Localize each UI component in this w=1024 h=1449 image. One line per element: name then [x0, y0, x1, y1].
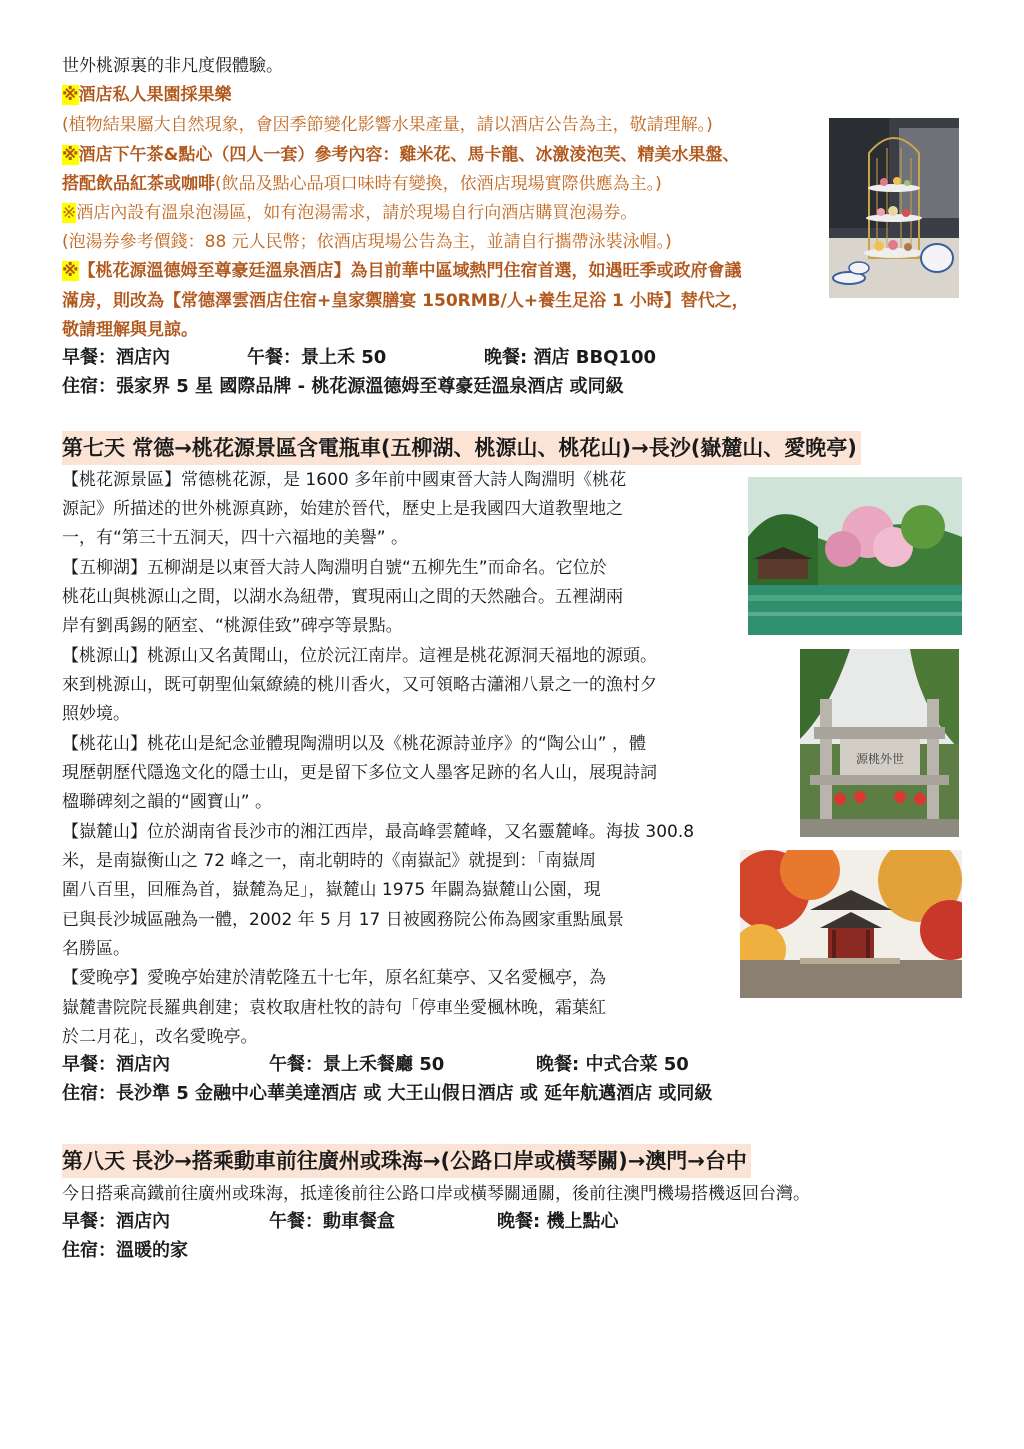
notice-line-2: 滿房，則改為【常德澤雲酒店住宿+皇家禦膳宴 150RMB/人+養生足浴 1 小時】替代之，	[62, 291, 749, 311]
gate-sign-text: 源桃外世	[855, 752, 905, 766]
day7-line: 【五柳湖】五柳湖是以東晉大詩人陶淵明自號“五柳先生”而命名。它位於	[62, 558, 607, 578]
day7-line: 圍八百里，回雁為首，嶽麓為足」，嶽麓山 1975 年闢為嶽麓山公園，現	[62, 880, 601, 900]
day7-line: 源記》所描述的世外桃源真跡，始建於晉代，歷史上是我國四大道教聖地之	[62, 499, 623, 519]
day7-line: 於二月花」，改名愛晚亭。	[62, 1027, 258, 1047]
intro-line: 世外桃源裏的非凡度假體驗。	[62, 56, 283, 76]
tea-text: 酒店下午茶&點心（四人一套）參考內容：雞米花、馬卡龍、冰激淩泡芙、精美水果盤、	[78, 145, 740, 165]
day7-dinner: 晚餐: 中式合菜 50	[536, 1054, 689, 1075]
spa-item	[62, 200, 637, 226]
note-mark: ※	[62, 145, 79, 165]
aiwan-pavilion-photo	[740, 850, 962, 998]
spa-note: (泡湯券參考價錢：88 元人民幣；依酒店現場公告為主，並請自行攜帶泳裝泳帽。)	[62, 232, 672, 252]
orchard-note: (植物結果屬大自然現象，會因季節變化影響水果產量，請以酒店公告為主，敬請理解。)	[62, 115, 713, 135]
day7-line: 【愛晚亭】愛晚亭始建於清乾隆五十七年，原名紅葉亭、又名愛楓亭，為	[62, 968, 606, 988]
day6-dinner: 晚餐: 酒店 BBQ100	[484, 347, 657, 368]
day7-line: 【桃花源景區】常德桃花源，是 1600 多年前中國東晉大詩人陶淵明《桃花	[62, 470, 627, 490]
day7-line: 【桃源山】桃源山又名黃聞山，位於沅江南岸。這裡是桃花源洞天福地的源頭。	[62, 646, 657, 666]
day7-lodging: 住宿：長沙準 5 金融中心華美達酒店 或 大王山假日酒店 或 延年航邁酒店 或同級	[62, 1083, 713, 1104]
day7-title: 第七天 常德→桃花源景區含電瓶車(五柳湖、桃源山、桃花山)→長沙(嶽麓山、愛晚亭)	[62, 431, 861, 465]
tea-drink: 搭配飲品紅茶或咖啡	[62, 174, 215, 194]
day7-line: 名勝區。	[62, 939, 130, 959]
day6-breakfast: 早餐：酒店內	[62, 347, 170, 368]
wuliu-lake-photo	[748, 477, 962, 635]
day7-line: 米，是南嶽衡山之 72 峰之一，南北朝時的《南嶽記》就提到：「南嶽周	[62, 851, 596, 871]
tea-line-2	[62, 171, 662, 197]
day8-lodging: 住宿：溫暖的家	[62, 1240, 188, 1261]
day7-line: 照妙境。	[62, 704, 130, 724]
day6-lodging: 住宿：張家界 5 星 國際品牌 - 桃花源溫德姆至尊豪廷溫泉酒店 或同級	[62, 376, 624, 397]
note-mark: ※	[62, 85, 79, 105]
day6-lunch: 午餐：景上禾 50	[247, 347, 387, 368]
day7-line: 來到桃源山，既可朝聖仙氣繚繞的桃川香火，又可領略古瀟湘八景之一的漁村夕	[62, 675, 657, 695]
day7-line: 嶽麓書院院長羅典創建；袁枚取唐杜牧的詩句「停車坐愛楓林晚，霜葉紅	[62, 998, 606, 1018]
notice-line-3: 敬請理解與見諒。	[62, 320, 198, 340]
taoyuan-gate-photo	[800, 649, 959, 837]
day8-dinner: 晚餐: 機上點心	[497, 1211, 619, 1232]
afternoon-tea-photo	[829, 118, 959, 298]
day7-lunch: 午餐：景上禾餐廳 50	[269, 1054, 445, 1075]
day7-line: 一，有“第三十五洞天，四十六福地的美譽” 。	[62, 528, 409, 548]
orchard-item	[62, 82, 232, 108]
day8-title: 第八天 長沙→搭乘動車前往廣州或珠海→(公路口岸或橫琴關)→澳門→台中	[62, 1144, 751, 1178]
tea-note: (飲品及點心品項口味時有變換，依酒店現場實際供應為主。)	[215, 174, 662, 194]
day7-line: 【嶽麓山】位於湖南省長沙市的湘江西岸，最高峰雲麓峰，又名靈麓峰。海拔 300.8	[62, 822, 695, 842]
note-mark: ※	[62, 261, 79, 281]
note-mark: ※	[62, 203, 77, 223]
tea-item	[62, 142, 739, 168]
notice-item	[62, 258, 742, 284]
day7-breakfast: 早餐：酒店內	[62, 1054, 170, 1075]
day7-line: 岸有劉禹錫的陋室、“桃源佳致”碑亭等景點。	[62, 616, 403, 636]
notice-text: 【桃花源溫德姆至尊豪廷溫泉酒店】為目前華中區域熱門住宿首選，如遇旺季或政府會議	[78, 261, 742, 281]
spa-text: 酒店內設有溫泉泡湯區，如有泡湯需求，請於現場自行向酒店購買泡湯券。	[76, 203, 638, 223]
day7-line: 【桃花山】桃花山是紀念並體現陶淵明以及《桃花源詩並序》的“陶公山” ，體	[62, 734, 647, 754]
orchard-text: 酒店私人果園採果樂	[78, 85, 232, 105]
day7-line: 已與長沙城區融為一體，2002 年 5 月 17 日被國務院公佈為國家重點風景	[62, 910, 624, 930]
day7-line: 桃花山與桃源山之間，以湖水為紐帶，實現兩山之間的天然融合。五裡湖兩	[62, 587, 623, 607]
day8-lunch: 午餐：動車餐盒	[269, 1211, 395, 1232]
day8-breakfast: 早餐：酒店內	[62, 1211, 170, 1232]
day8-desc: 今日搭乘高鐵前往廣州或珠海，抵達後前往公路口岸或橫琴關通關，後前往澳門機場搭機返回台灣。	[62, 1184, 810, 1204]
day7-line: 楹聯碑刻之韻的“國寶山” 。	[62, 792, 273, 812]
day7-line: 現歷朝歷代隱逸文化的隱士山，更是留下多位文人墨客足跡的名人山，展現詩詞	[62, 763, 657, 783]
